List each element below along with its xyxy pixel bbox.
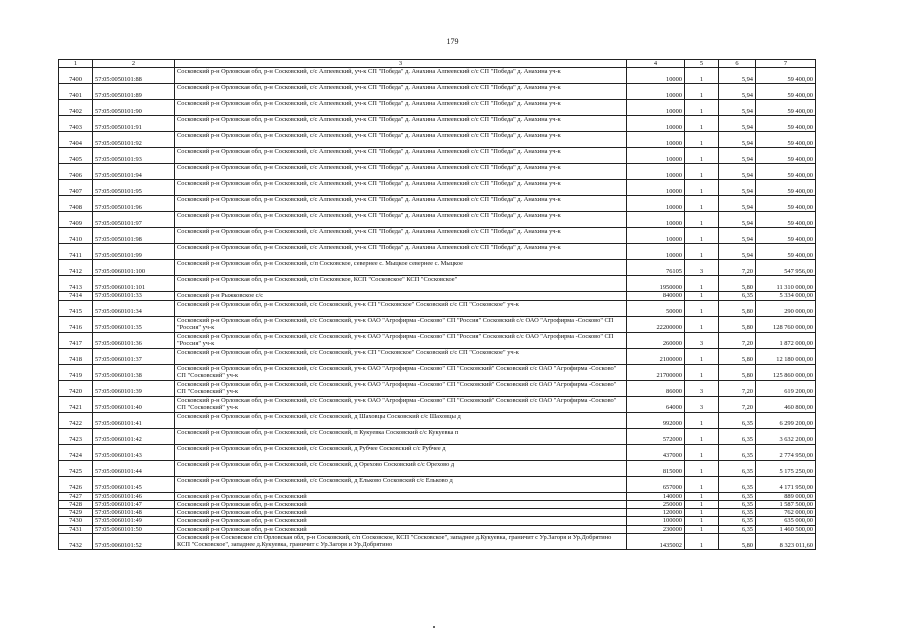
group-cell: 1 (685, 476, 719, 492)
group-cell: 1 (685, 84, 719, 100)
table-row (59, 428, 816, 444)
address-cell: Сосковский р-н Орловская обл, р-н Сосковский (175, 509, 627, 517)
value-cell: 635 000,00 (756, 517, 816, 525)
value-cell: 1 587 500,00 (756, 500, 816, 508)
row-number: 7415 (59, 300, 93, 316)
address-cell: Сосковский р-н Сосковское с/п Орловская обл, р-н Сосковский, с/п Сосковское, КСП "Сосковское", западнее д.Кукуевка, граничит с Ур.Загоря и Ур.Добрятино КСП "Сосковское", западнее д.Кукуевка, граничит с Ур.Загоря и Ур.Добрятино (175, 534, 627, 550)
group-cell: 1 (685, 196, 719, 212)
area-cell: 22200000 (627, 316, 685, 332)
rate-cell: 5,80 (719, 348, 756, 364)
area-cell: 76105 (627, 260, 685, 276)
row-number: 7402 (59, 100, 93, 116)
row-number: 7418 (59, 348, 93, 364)
address-cell: Сосковский р-н Орловская обл, р-н Сосковский, с/с Сосковский, уч-к ОАО "Агрофирма -Сосково" СП "Россия" Сосковский с/с ОАО "Агрофирма -Сосково" СП "Россия" уч-к (175, 316, 627, 332)
area-cell: 1950000 (627, 276, 685, 292)
table-row (59, 500, 816, 508)
address-cell: Сосковский р-н Орловская обл, р-н Сосковский, с/с Алпеевский, уч-к СП "Победа" д. Анахина Алпеевский с/с СП "Победа" д. Анахина уч-к (175, 212, 627, 228)
rate-cell: 6,35 (719, 476, 756, 492)
table-row (59, 348, 816, 364)
address-cell: Сосковский р-н Орловская обл, р-н Сосковский (175, 525, 627, 533)
group-cell: 1 (685, 444, 719, 460)
group-cell: 1 (685, 164, 719, 180)
group-cell: 1 (685, 68, 719, 84)
cadastral-number: 57:05:0050101:95 (93, 180, 175, 196)
area-cell: 572000 (627, 428, 685, 444)
cadastral-number: 57:05:0060101:40 (93, 396, 175, 412)
area-cell: 1435002 (627, 534, 685, 550)
row-number: 7416 (59, 316, 93, 332)
row-number: 7407 (59, 180, 93, 196)
header-cell: 5 (685, 60, 719, 68)
cadastral-number: 57:05:0050101:94 (93, 164, 175, 180)
value-cell: 889 000,00 (756, 492, 816, 500)
address-cell: Сосковский р-н Орловская обл, р-н Сосковский, с/с Сосковский, уч-к СП "Сосковское" Сосковский с/с СП "Сосковское" уч-к (175, 348, 627, 364)
row-number: 7412 (59, 260, 93, 276)
table-row (59, 244, 816, 260)
group-cell: 1 (685, 534, 719, 550)
value-cell: 2 774 950,00 (756, 444, 816, 460)
area-cell: 100000 (627, 517, 685, 525)
cadastral-number: 57:05:0060101:48 (93, 509, 175, 517)
address-cell: Сосковский р-н Орловская обл, р-н Сосковский, с/с Алпеевский, уч-к СП "Победа" д. Анахина Алпеевский с/с СП "Победа" д. Анахина уч-к (175, 84, 627, 100)
area-cell: 10000 (627, 84, 685, 100)
address-cell: Сосковский р-н Орловская обл, р-н Сосковский, с/с Алпеевский, уч-к СП "Победа" д. Анахина Алпеевский с/с СП "Победа" д. Анахина уч-к (175, 244, 627, 260)
table-row (59, 380, 816, 396)
table-row (59, 148, 816, 164)
rate-cell: 7,20 (719, 396, 756, 412)
area-cell: 437000 (627, 444, 685, 460)
address-cell: Сосковский р-н Орловская обл, р-н Сосковский, с/с Сосковский, п Кукуевка Сосковский с/с Кукуевка п (175, 428, 627, 444)
area-cell: 86000 (627, 380, 685, 396)
area-cell: 230000 (627, 525, 685, 533)
rate-cell: 6,35 (719, 500, 756, 508)
rate-cell: 5,94 (719, 68, 756, 84)
cadastral-number: 57:05:0060101:39 (93, 380, 175, 396)
value-cell: 59 400,00 (756, 244, 816, 260)
address-cell: Сосковский р-н Орловская обл, р-н Сосковский, с/с Сосковский, д Шаховцы Сосковский с/с Шаховцы д (175, 412, 627, 428)
rate-cell: 5,80 (719, 364, 756, 380)
rate-cell: 5,94 (719, 132, 756, 148)
rate-cell: 7,20 (719, 260, 756, 276)
address-cell: Сосковский р-н Орловская обл, р-н Сосковский, с/с Алпеевский, уч-к СП "Победа" д. Анахина Алпеевский с/с СП "Победа" д. Анахина уч-к (175, 228, 627, 244)
row-number: 7428 (59, 500, 93, 508)
address-cell: Сосковский р-н Орловская обл, р-н Сосковский, с/п Сосковское, КСП "Сосковское" КСП "Сосковское" (175, 276, 627, 292)
table-row (59, 68, 816, 84)
group-cell: 1 (685, 180, 719, 196)
cadastral-number: 57:05:0050101:91 (93, 116, 175, 132)
value-cell: 619 200,00 (756, 380, 816, 396)
area-cell: 10000 (627, 180, 685, 196)
rate-cell: 5,94 (719, 100, 756, 116)
address-cell: Сосковский р-н Орловская обл, р-н Сосковский, с/с Сосковский, уч-к ОАО "Агрофирма -Сосково" СП "Сосковский" Сосковский с/с ОАО "Агрофирма -Сосково" СП "Сосковский" уч-к (175, 364, 627, 380)
scan-mark (433, 626, 435, 628)
header-cell: 3 (175, 60, 627, 68)
area-cell: 815000 (627, 460, 685, 476)
header-row (59, 60, 816, 68)
cadastral-number: 57:05:0050101:93 (93, 148, 175, 164)
header-cell: 1 (59, 60, 93, 68)
table-row (59, 364, 816, 380)
rate-cell: 6,35 (719, 444, 756, 460)
value-cell: 128 760 000,00 (756, 316, 816, 332)
table-row (59, 316, 816, 332)
area-cell: 2100000 (627, 348, 685, 364)
rate-cell: 5,94 (719, 164, 756, 180)
area-cell: 140000 (627, 492, 685, 500)
table-row (59, 100, 816, 116)
area-cell: 992000 (627, 412, 685, 428)
rate-cell: 5,94 (719, 116, 756, 132)
row-number: 7420 (59, 380, 93, 396)
row-number: 7432 (59, 534, 93, 550)
group-cell: 1 (685, 348, 719, 364)
page-number: 179 (446, 37, 459, 46)
address-cell: Сосковский р-н Орловская обл, р-н Сосковский, с/с Алпеевский, уч-к СП "Победа" д. Анахина Алпеевский с/с СП "Победа" д. Анахина уч-к (175, 68, 627, 84)
rate-cell: 6,35 (719, 428, 756, 444)
table-row (59, 180, 816, 196)
row-number: 7419 (59, 364, 93, 380)
area-cell: 10000 (627, 116, 685, 132)
rate-cell: 5,94 (719, 180, 756, 196)
table-row (59, 84, 816, 100)
cadastral-number: 57:05:0050101:88 (93, 68, 175, 84)
group-cell: 1 (685, 276, 719, 292)
rate-cell: 6,35 (719, 517, 756, 525)
cadastral-number: 57:05:0060101:34 (93, 300, 175, 316)
row-number: 7417 (59, 332, 93, 348)
value-cell: 59 400,00 (756, 148, 816, 164)
row-number: 7406 (59, 164, 93, 180)
address-cell: Сосковский р-н Орловская обл, р-н Сосковский, с/с Сосковский, д Орехово Сосковский с/с Орехово д (175, 460, 627, 476)
row-number: 7429 (59, 509, 93, 517)
rate-cell: 5,94 (719, 228, 756, 244)
table-row (59, 534, 816, 550)
group-cell: 1 (685, 492, 719, 500)
cadastral-number: 57:05:0050101:96 (93, 196, 175, 212)
address-cell: Сосковский р-н Орловская обл, р-н Сосковский, с/с Алпеевский, уч-к СП "Победа" д. Анахина Алпеевский с/с СП "Победа" д. Анахина уч-к (175, 148, 627, 164)
cadastral-number: 57:05:0060101:100 (93, 260, 175, 276)
group-cell: 1 (685, 316, 719, 332)
value-cell: 59 400,00 (756, 100, 816, 116)
rate-cell: 5,80 (719, 316, 756, 332)
area-cell: 10000 (627, 148, 685, 164)
value-cell: 547 956,00 (756, 260, 816, 276)
cadastral-number: 57:05:0050101:99 (93, 244, 175, 260)
table-row (59, 492, 816, 500)
row-number: 7410 (59, 228, 93, 244)
group-cell: 1 (685, 132, 719, 148)
value-cell: 59 400,00 (756, 116, 816, 132)
row-number: 7431 (59, 525, 93, 533)
value-cell: 59 400,00 (756, 132, 816, 148)
value-cell: 762 000,00 (756, 509, 816, 517)
header-cell: 2 (93, 60, 175, 68)
value-cell: 59 400,00 (756, 180, 816, 196)
rate-cell: 6,35 (719, 492, 756, 500)
group-cell: 1 (685, 228, 719, 244)
group-cell: 1 (685, 509, 719, 517)
table-row (59, 292, 816, 300)
header-cell: 7 (756, 60, 816, 68)
group-cell: 1 (685, 500, 719, 508)
group-cell: 1 (685, 244, 719, 260)
value-cell: 59 400,00 (756, 196, 816, 212)
address-cell: Сосковский р-н Орловская обл, р-н Сосковский, с/с Алпеевский, уч-к СП "Победа" д. Анахина Алпеевский с/с СП "Победа" д. Анахина уч-к (175, 164, 627, 180)
cadastral-number: 57:05:0060101:36 (93, 332, 175, 348)
cadastral-number: 57:05:0050101:89 (93, 84, 175, 100)
group-cell: 1 (685, 148, 719, 164)
value-cell: 8 323 011,60 (756, 534, 816, 550)
table-row (59, 476, 816, 492)
header-cell: 4 (627, 60, 685, 68)
group-cell: 1 (685, 428, 719, 444)
cadastral-number: 57:05:0060101:50 (93, 525, 175, 533)
group-cell: 1 (685, 292, 719, 300)
table-row (59, 396, 816, 412)
value-cell: 1 460 500,00 (756, 525, 816, 533)
table-row (59, 196, 816, 212)
group-cell: 1 (685, 517, 719, 525)
address-cell: Сосковский р-н Орловская обл, р-н Сосковский, с/с Сосковский, уч-к ОАО "Агрофирма -Сосково" СП "Сосковский" Сосковский с/с ОАО "Агрофирма -Сосково" СП "Сосковский" уч-к (175, 380, 627, 396)
table-row (59, 164, 816, 180)
row-number: 7408 (59, 196, 93, 212)
row-number: 7405 (59, 148, 93, 164)
table-row (59, 212, 816, 228)
cadastral-number: 57:05:0060101:33 (93, 292, 175, 300)
row-number: 7414 (59, 292, 93, 300)
rate-cell: 5,80 (719, 300, 756, 316)
row-number: 7409 (59, 212, 93, 228)
value-cell: 290 000,00 (756, 300, 816, 316)
table-row (59, 460, 816, 476)
value-cell: 12 180 000,00 (756, 348, 816, 364)
row-number: 7413 (59, 276, 93, 292)
rate-cell: 5,94 (719, 244, 756, 260)
rate-cell: 5,94 (719, 148, 756, 164)
cadastral-number: 57:05:0060101:43 (93, 444, 175, 460)
area-cell: 10000 (627, 68, 685, 84)
group-cell: 3 (685, 332, 719, 348)
area-cell: 250000 (627, 500, 685, 508)
group-cell: 1 (685, 300, 719, 316)
group-cell: 1 (685, 116, 719, 132)
area-cell: 10000 (627, 212, 685, 228)
value-cell: 6 299 200,00 (756, 412, 816, 428)
address-cell: Сосковский р-н Орловская обл, р-н Сосковский, с/п Сосковское, севернее с. Мыцкое севернее с. Мыцкое (175, 260, 627, 276)
value-cell: 59 400,00 (756, 68, 816, 84)
cadastral-number: 57:05:0060101:47 (93, 500, 175, 508)
row-number: 7424 (59, 444, 93, 460)
cadastral-number: 57:05:0060101:44 (93, 460, 175, 476)
row-number: 7425 (59, 460, 93, 476)
value-cell: 11 310 000,00 (756, 276, 816, 292)
row-number: 7401 (59, 84, 93, 100)
table-row (59, 276, 816, 292)
cadastral-number: 57:05:0060101:38 (93, 364, 175, 380)
address-cell: Сосковский р-н Орловская обл, р-н Сосковский, с/с Сосковский, д Ельково Сосковский с/с Ельково д (175, 476, 627, 492)
cadastral-number: 57:05:0050101:98 (93, 228, 175, 244)
row-number: 7403 (59, 116, 93, 132)
area-cell: 50000 (627, 300, 685, 316)
cadastral-number: 57:05:0050101:90 (93, 100, 175, 116)
row-number: 7430 (59, 517, 93, 525)
address-cell: Сосковский р-н Орловская обл, р-н Сосковский, с/с Алпеевский, уч-к СП "Победа" д. Анахина Алпеевский с/с СП "Победа" д. Анахина уч-к (175, 132, 627, 148)
rate-cell: 5,94 (719, 212, 756, 228)
cadastral-number: 57:05:0050101:97 (93, 212, 175, 228)
cadastral-number: 57:05:0060101:35 (93, 316, 175, 332)
rate-cell: 5,94 (719, 196, 756, 212)
table-row (59, 412, 816, 428)
cadastral-number: 57:05:0060101:42 (93, 428, 175, 444)
table-row (59, 332, 816, 348)
address-cell: Сосковский р-н Орловская обл, р-н Сосковский, с/с Сосковский, уч-к ОАО "Агрофирма -Сосково" СП "Сосковский" Сосковский с/с ОАО "Агрофирма -Сосково" СП "Сосковский" уч-к (175, 396, 627, 412)
value-cell: 3 632 200,00 (756, 428, 816, 444)
row-number: 7423 (59, 428, 93, 444)
address-cell: Сосковский р-н Орловская обл, р-н Сосковский, с/с Алпеевский, уч-к СП "Победа" д. Анахина Алпеевский с/с СП "Победа" д. Анахина уч-к (175, 196, 627, 212)
cadastral-number: 57:05:0060101:45 (93, 476, 175, 492)
value-cell: 59 400,00 (756, 84, 816, 100)
rate-cell: 6,35 (719, 412, 756, 428)
rate-cell: 6,35 (719, 525, 756, 533)
group-cell: 3 (685, 380, 719, 396)
land-registry-table (58, 59, 816, 550)
address-cell: Сосковский р-н Орловская обл, р-н Сосковский (175, 517, 627, 525)
area-cell: 120000 (627, 509, 685, 517)
group-cell: 1 (685, 212, 719, 228)
table-row (59, 228, 816, 244)
header-cell: 6 (719, 60, 756, 68)
value-cell: 4 171 950,00 (756, 476, 816, 492)
area-cell: 10000 (627, 100, 685, 116)
area-cell: 657000 (627, 476, 685, 492)
table-row (59, 300, 816, 316)
value-cell: 125 860 000,00 (756, 364, 816, 380)
table-row (59, 509, 816, 517)
value-cell: 5 175 250,00 (756, 460, 816, 476)
area-cell: 10000 (627, 132, 685, 148)
table-row (59, 517, 816, 525)
rate-cell: 5,80 (719, 276, 756, 292)
area-cell: 10000 (627, 228, 685, 244)
value-cell: 59 400,00 (756, 228, 816, 244)
area-cell: 840000 (627, 292, 685, 300)
row-number: 7427 (59, 492, 93, 500)
group-cell: 1 (685, 364, 719, 380)
cadastral-number: 57:05:0060101:49 (93, 517, 175, 525)
cadastral-number: 57:05:0060101:46 (93, 492, 175, 500)
row-number: 7400 (59, 68, 93, 84)
group-cell: 1 (685, 100, 719, 116)
rate-cell: 5,80 (719, 534, 756, 550)
address-cell: Сосковский р-н Орловская обл, р-н Сосковский (175, 500, 627, 508)
value-cell: 460 800,00 (756, 396, 816, 412)
address-cell: Сосковский р-н Орловская обл, р-н Сосковский (175, 492, 627, 500)
group-cell: 3 (685, 396, 719, 412)
table-row (59, 444, 816, 460)
row-number: 7426 (59, 476, 93, 492)
group-cell: 1 (685, 412, 719, 428)
area-cell: 10000 (627, 244, 685, 260)
row-number: 7422 (59, 412, 93, 428)
address-cell: Сосковский р-н Орловская обл, р-н Сосковский, с/с Алпеевский, уч-к СП "Победа" д. Анахина Алпеевский с/с СП "Победа" д. Анахина уч-к (175, 180, 627, 196)
rate-cell: 7,20 (719, 380, 756, 396)
group-cell: 3 (685, 260, 719, 276)
table-row (59, 260, 816, 276)
rate-cell: 7,20 (719, 332, 756, 348)
rate-cell: 5,94 (719, 84, 756, 100)
row-number: 7421 (59, 396, 93, 412)
row-number: 7404 (59, 132, 93, 148)
value-cell: 1 872 000,00 (756, 332, 816, 348)
address-cell: Сосковский р-н Орловская обл, р-н Сосковский, с/с Сосковский, уч-к СП "Сосковское" Сосковский с/с СП "Сосковское" уч-к (175, 300, 627, 316)
area-cell: 21700000 (627, 364, 685, 380)
address-cell: Сосковский р-н Орловская обл, р-н Сосковский, с/с Алпеевский, уч-к СП "Победа" д. Анахина Алпеевский с/с СП "Победа" д. Анахина уч-к (175, 116, 627, 132)
cadastral-number: 57:05:0060101:37 (93, 348, 175, 364)
table-row (59, 116, 816, 132)
cadastral-number: 57:05:0060101:41 (93, 412, 175, 428)
area-cell: 10000 (627, 196, 685, 212)
rate-cell: 6,35 (719, 460, 756, 476)
cadastral-number: 57:05:0050101:92 (93, 132, 175, 148)
rate-cell: 6,35 (719, 292, 756, 300)
address-cell: Сосковский р-н Орловская обл, р-н Сосковский, с/с Сосковский, уч-к ОАО "Агрофирма -Сосково" СП "Россия" Сосковский с/с ОАО "Агрофирма -Сосково" СП "Россия" уч-к (175, 332, 627, 348)
value-cell: 59 400,00 (756, 164, 816, 180)
row-number: 7411 (59, 244, 93, 260)
area-cell: 10000 (627, 164, 685, 180)
area-cell: 64000 (627, 396, 685, 412)
address-cell: Сосковский р-н Рыжковское с/с (175, 292, 627, 300)
area-cell: 260000 (627, 332, 685, 348)
table-row (59, 525, 816, 533)
cadastral-number: 57:05:0060101:52 (93, 534, 175, 550)
group-cell: 1 (685, 460, 719, 476)
value-cell: 59 400,00 (756, 212, 816, 228)
table-row (59, 132, 816, 148)
value-cell: 5 334 000,00 (756, 292, 816, 300)
address-cell: Сосковский р-н Орловская обл, р-н Сосковский, с/с Алпеевский, уч-к СП "Победа" д. Анахина Алпеевский с/с СП "Победа" д. Анахина уч-к (175, 100, 627, 116)
address-cell: Сосковский р-н Орловская обл, р-н Сосковский, с/с Сосковский, д Рубчее Сосковский с/с Рубчее д (175, 444, 627, 460)
cadastral-number: 57:05:0060101:101 (93, 276, 175, 292)
group-cell: 1 (685, 525, 719, 533)
rate-cell: 6,35 (719, 509, 756, 517)
